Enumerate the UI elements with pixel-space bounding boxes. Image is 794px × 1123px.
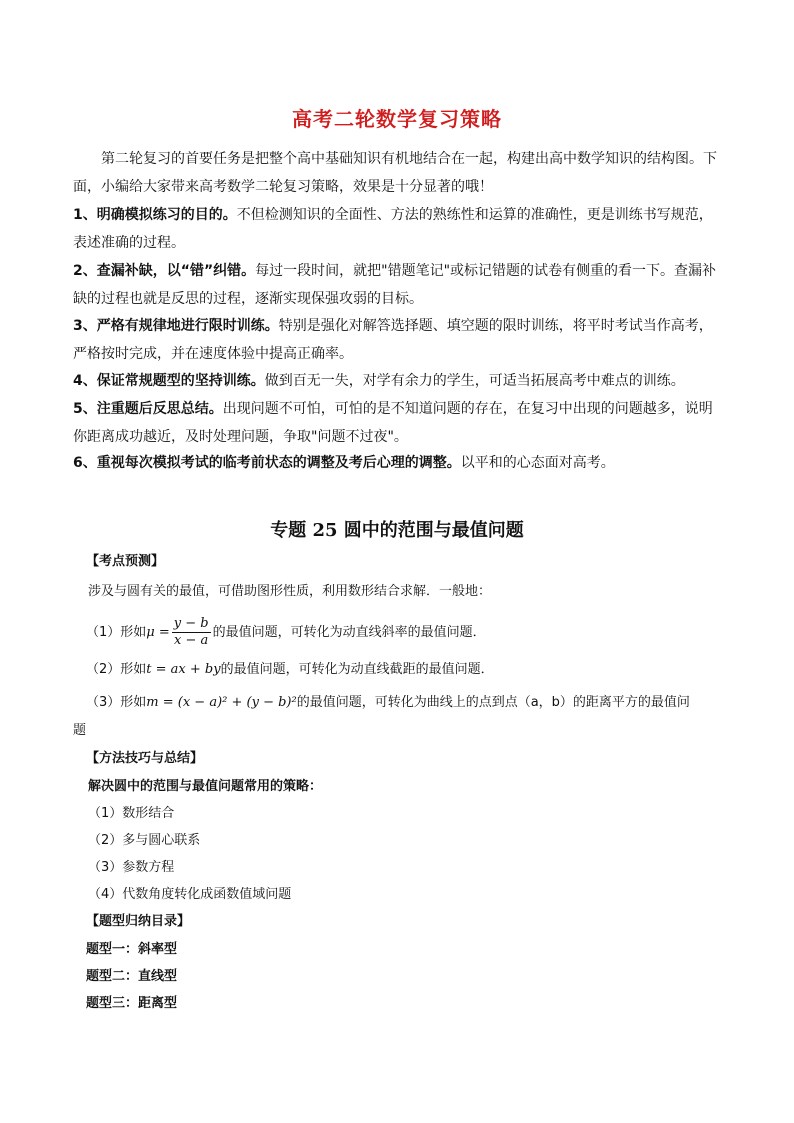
strategy-4-head: 4、保证常规题型的坚持训练。 xyxy=(73,373,265,389)
item1-lhs: μ = xyxy=(146,625,170,640)
item3-prefix: （3）形如 xyxy=(86,695,147,710)
item1-denominator: x − a xyxy=(174,633,209,648)
strategy-3 xyxy=(73,312,723,368)
item1-numerator: y − b xyxy=(173,616,209,631)
fangfa-item: （2）多与圆心联系 xyxy=(88,833,201,848)
kaodian-item-3 xyxy=(86,691,690,715)
strategy-6-body: 以平和的心态面对高考。 xyxy=(460,455,615,471)
strategy-3-head: 3、严格有规律地进行限时训练。 xyxy=(73,318,279,334)
item1-suffix: 的最值问题，可转化为动直线斜率的最值问题． xyxy=(212,625,486,640)
fangfa-item: （4）代数角度转化成函数值域问题 xyxy=(88,887,292,902)
item2-prefix: （2）形如 xyxy=(86,662,147,677)
tixing-header: 【题型归纳目录】 xyxy=(86,914,191,929)
strategy-5-body: 出现问题不可怕，可怕的是不知道问题的存在，在复习中出现的问题越多，说明你距离成功越近，及时处理问题，争取"问题不过夜"。 xyxy=(73,401,713,445)
strategy-1 xyxy=(73,201,723,257)
tixing-item: 题型一：斜率型 xyxy=(86,942,178,957)
strategy-2 xyxy=(73,257,723,313)
item3-suffix: 的最值问题，可转化为曲线上的点到点（a，b）的距离平方的最值问 xyxy=(296,695,690,710)
strategy-2-head: 2、查漏补缺，以“错”纠错。 xyxy=(73,263,256,279)
item1-prefix: （1）形如 xyxy=(86,625,147,640)
tixing-item: 题型二：直线型 xyxy=(86,969,178,984)
item2-formula: t = ax + by xyxy=(146,662,221,677)
strategy-4 xyxy=(73,367,723,395)
fangfa-lead: 解决圆中的范围与最值问题常用的策略： xyxy=(88,779,323,794)
fangfa-item: （3）参数方程 xyxy=(88,860,175,875)
strategy-6 xyxy=(73,449,723,477)
strategy-5 xyxy=(73,395,723,451)
fangfa-header: 【方法技巧与总结】 xyxy=(86,751,204,766)
strategy-6-head: 6、重视每次模拟考试的临考前状态的调整及考后心理的调整。 xyxy=(73,455,461,471)
item1-fraction xyxy=(172,616,211,649)
kaodian-item-2 xyxy=(86,658,494,682)
strategy-2-body: 每过一段时间，就把"错题笔记"或标记错题的试卷有侧重的看一下。查漏补缺的过程也就是反思的过程，逐渐实现保强攻弱的目标。 xyxy=(73,263,717,307)
kaodian-lead: 涉及与圆有关的最值，可借助图形性质，利用数形结合求解．一般地： xyxy=(88,584,492,599)
strategy-1-head: 1、明确模拟练习的目的。 xyxy=(73,207,237,223)
document-title: 高考二轮数学复习策略 xyxy=(292,107,502,131)
tixing-item: 题型三：距离型 xyxy=(86,996,178,1011)
kaodian-item-3-cont: 题 xyxy=(73,723,87,738)
section-title: 专题 25 圆中的范围与最值问题 xyxy=(270,520,524,541)
kaodian-item-1 xyxy=(86,616,486,650)
strategy-4-body: 做到百无一失，对学有余力的学生，可适当拓展高考中难点的训练。 xyxy=(264,373,685,389)
item2-suffix: 的最值问题，可转化为动直线截距的最值问题． xyxy=(220,662,494,677)
strategy-1-body: 不但检测知识的全面性、方法的熟练性和运算的准确性，更是训练书写规范，表述准确的过程。 xyxy=(73,207,713,251)
item3-formula: m = (x − a)² + (y − b)² xyxy=(146,695,297,710)
intro-paragraph: 第二轮复习的首要任务是把整个高中基础知识有机地结合在一起，构建出高中数学知识的结构图。下面，小编给大家带来高考数学二轮复习策略，效果是十分显著的哦！ xyxy=(73,151,717,195)
fangfa-item: （1）数形结合 xyxy=(88,806,175,821)
strategy-5-head: 5、注重题后反思总结。 xyxy=(73,401,223,417)
kaodian-header: 【考点预测】 xyxy=(86,554,165,569)
strategy-3-body: 特别是强化对解答选择题、填空题的限时训练，将平时考试当作高考，严格按时完成，并在速度体验中提高正确率。 xyxy=(73,318,713,362)
